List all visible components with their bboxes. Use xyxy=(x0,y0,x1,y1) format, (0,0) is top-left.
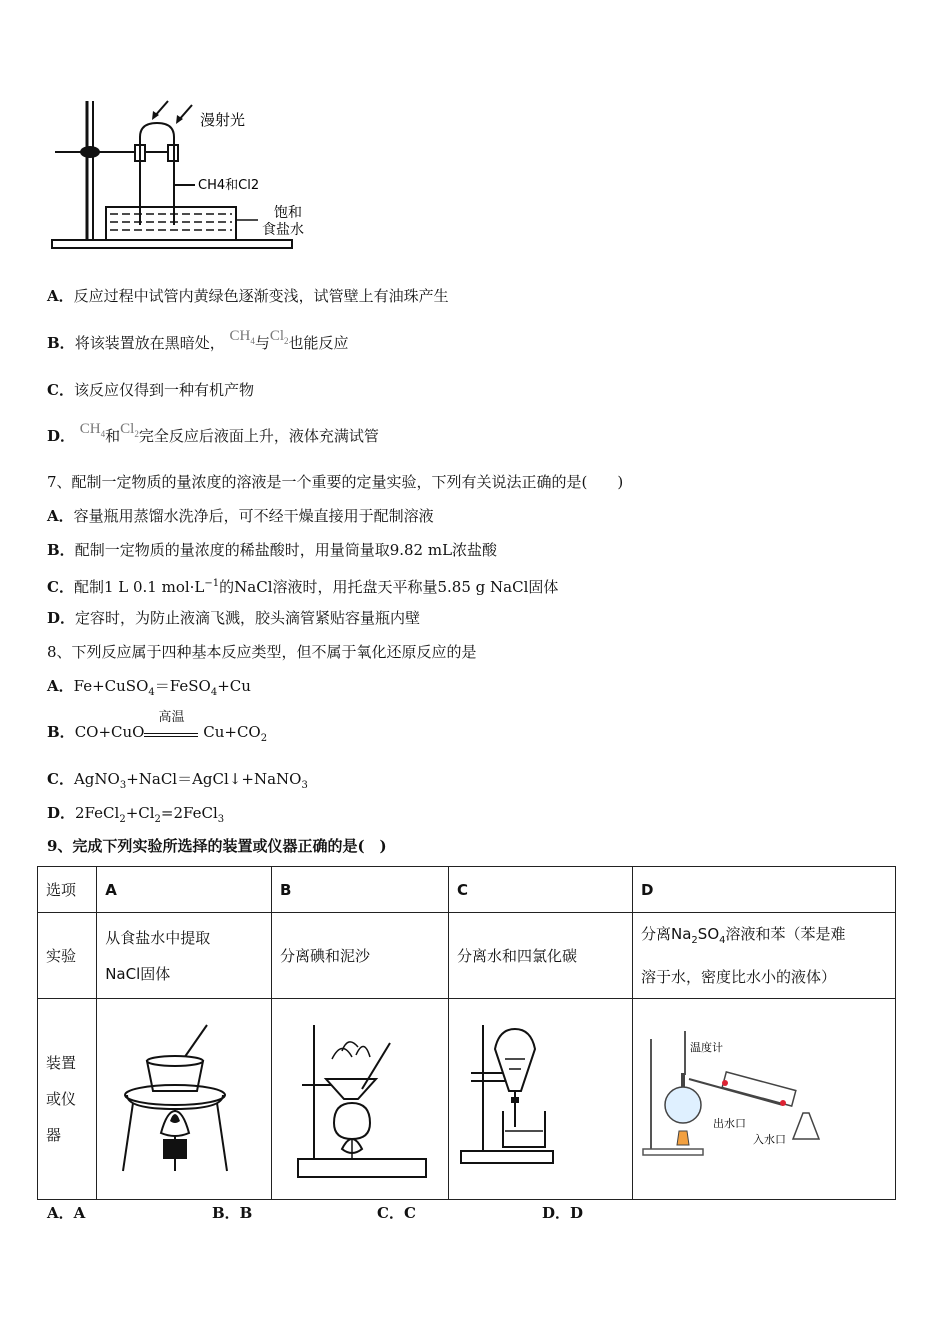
row-label: 装置 或仪 器 xyxy=(38,999,97,1200)
answer-b: B．B xyxy=(212,1204,253,1222)
experiment-a xyxy=(97,913,272,999)
experiment-c: 分离水和四氯化碳 xyxy=(448,913,632,999)
option-letter: C． xyxy=(47,578,74,596)
q6-option-d xyxy=(47,421,379,452)
q9-table xyxy=(37,866,896,1200)
header-cell: D xyxy=(633,867,896,913)
evaporation-apparatus xyxy=(97,999,269,1195)
formula-cl2: $Cl_2$ xyxy=(120,421,139,439)
option-text: 反应过程中试管内黄绿色逐渐变浅，试管壁上有油珠产生 xyxy=(73,287,449,305)
equation-part: +NaCl＝AgCl↓+NaNO xyxy=(126,770,302,788)
equation-part: Cu+CO xyxy=(203,723,261,741)
option-letter: A． xyxy=(47,677,74,695)
option-text: 配制一定物质的量浓度的稀盐酸时，用量筒量取9.82 mL浓盐酸 xyxy=(74,541,498,559)
subscript: 3 xyxy=(217,814,225,825)
reaction-condition: 高温 xyxy=(158,710,185,725)
row-label: 实验 xyxy=(38,913,97,999)
reaction-condition-arrow xyxy=(144,710,198,737)
option-text-mid: 和 xyxy=(105,427,121,445)
device-c-cell xyxy=(448,999,632,1200)
option-text-mid: 与 xyxy=(254,334,270,352)
water-label-1: 饱和 xyxy=(274,205,302,221)
equation-part: =2FeCl xyxy=(160,804,218,822)
clamp-knob xyxy=(80,146,100,158)
option-letter: B． xyxy=(47,723,75,741)
formula-ch4: $CH_4$ xyxy=(229,328,255,346)
light-label: 漫射光 xyxy=(200,111,246,129)
header-cell: B xyxy=(271,867,448,913)
option-letter: C． xyxy=(47,770,74,788)
subscript: 3 xyxy=(301,780,308,791)
option-letter: D． xyxy=(47,609,76,627)
table-device-row xyxy=(38,999,896,1200)
q8-option-a xyxy=(47,676,251,703)
option-text-post: 完全反应后液面上升，液体充满试管 xyxy=(138,427,379,445)
device-d-cell xyxy=(633,999,896,1200)
subscript: 4 xyxy=(210,687,218,698)
option-letter: D． xyxy=(47,804,76,822)
device-b-cell xyxy=(271,999,448,1200)
formula-cl2: $Cl_2$ xyxy=(269,328,289,346)
q8-option-d xyxy=(47,803,224,830)
thermometer-label: 温度计 xyxy=(690,1041,723,1054)
stand-base xyxy=(52,240,292,248)
inlet-label: 入水口 xyxy=(753,1133,786,1146)
option-text-post: 的NaCl溶液时，用托盘天平称量5.85 g NaCl固体 xyxy=(219,578,559,596)
option-letter: C． xyxy=(47,381,74,399)
subscript: 2 xyxy=(119,814,126,825)
equation-part: Fe+CuSO xyxy=(73,677,149,695)
methane-chlorine-apparatus xyxy=(40,95,360,260)
option-text-pre: 配制1 L 0.1 mol·L xyxy=(73,578,205,596)
q6-option-a xyxy=(47,286,449,306)
option-letter: B． xyxy=(47,541,75,559)
outlet-label: 出水口 xyxy=(713,1117,746,1130)
equation-part: ＝FeSO xyxy=(154,677,211,695)
water-trough xyxy=(106,207,236,240)
experiment-a-line1: 从食盐水中提取 xyxy=(105,928,211,947)
option-letter: B． xyxy=(47,334,75,352)
q7-option-a xyxy=(47,506,434,526)
unit-superscript: −1 xyxy=(204,578,220,589)
experiment-a-line2: NaCl固体 xyxy=(105,964,171,983)
option-letter: A． xyxy=(47,507,74,525)
option-text: 容量瓶用蒸馏水洗净后，可不经干燥直接用于配制溶液 xyxy=(73,507,434,525)
experiment-d-line1: 分离$Na_2SO_4$溶液和苯（苯是难 xyxy=(641,925,846,946)
subscript: 2 xyxy=(154,814,161,825)
option-text-pre: 将该装置放在黑暗处， xyxy=(74,334,225,352)
distillation-apparatus xyxy=(633,999,895,1195)
answer-a: A．A xyxy=(47,1204,86,1222)
experiment-b: 分离碘和泥沙 xyxy=(271,913,448,999)
subscript: 3 xyxy=(119,780,127,791)
separating-funnel-apparatus xyxy=(449,999,632,1195)
table-header-row xyxy=(38,867,896,913)
q6-option-c xyxy=(47,380,254,400)
answer-c: C．C xyxy=(377,1204,416,1222)
subscript: 4 xyxy=(148,687,155,698)
equation-part: 2FeCl xyxy=(75,804,120,822)
option-letter: D． xyxy=(47,427,76,445)
option-text: 该反应仅得到一种有机产物 xyxy=(73,381,254,399)
water-lines xyxy=(110,214,232,230)
q8-stem: 8、下列反应属于四种基本反应类型，但不属于氧化还原反应的是 xyxy=(47,643,477,661)
q8-option-c xyxy=(47,769,308,796)
q6-option-b xyxy=(47,328,349,359)
header-cell: C xyxy=(448,867,632,913)
answer-d: D．D xyxy=(542,1204,584,1222)
q7-option-d xyxy=(47,608,420,628)
header-cell: 选项 xyxy=(38,867,97,913)
q9-stem: 9、完成下列实验所选择的装置或仪器正确的是( ) xyxy=(47,837,387,855)
equation-part: AgNO xyxy=(73,770,120,788)
experiment-d-line2: 溶于水，密度比水小的液体） xyxy=(641,968,837,986)
device-a-cell xyxy=(97,999,272,1200)
gas-label: CH4和Cl2 xyxy=(198,178,260,193)
option-letter: A． xyxy=(47,287,74,305)
subscript: 2 xyxy=(260,733,268,744)
equation-part: +Cu xyxy=(217,677,251,695)
q7-option-b xyxy=(47,540,497,560)
experiment-d xyxy=(633,913,896,999)
test-tube xyxy=(140,123,174,225)
option-text-post: 也能反应 xyxy=(288,334,349,352)
sublimation-apparatus xyxy=(272,999,448,1195)
option-text: 定容时，为防止液滴飞溅，胶头滴管紧贴容量瓶内壁 xyxy=(75,609,421,627)
q7-stem: 7、配制一定物质的量浓度的溶液是一个重要的定量实验，下列有关说法正确的是( ) xyxy=(47,473,624,491)
equation-part: +Cl xyxy=(125,804,155,822)
formula-ch4: $CH_4$ xyxy=(79,421,106,439)
water-label-2: 食盐水 xyxy=(262,222,304,238)
table-experiment-row xyxy=(38,913,896,999)
equation-part: CO+CuO xyxy=(74,723,145,741)
q8-option-b xyxy=(47,710,268,749)
q7-option-c xyxy=(47,574,558,597)
header-cell: A xyxy=(97,867,272,913)
